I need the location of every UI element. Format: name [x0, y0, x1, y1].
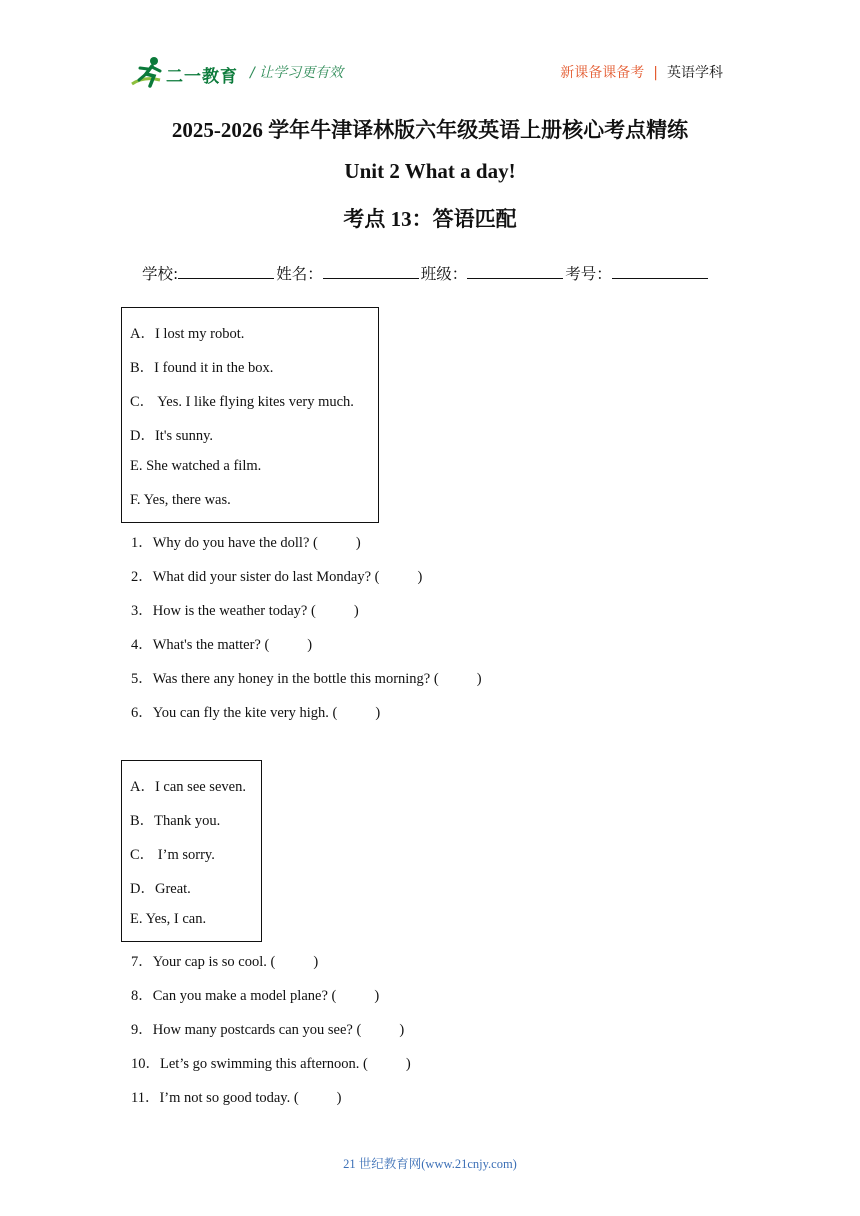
logo-text: 二一教育 — [166, 67, 238, 87]
close-paren: ) — [375, 705, 381, 721]
number-label: 考号： — [565, 265, 612, 283]
runner-logo-icon — [130, 54, 170, 90]
option-d: D．It's sunny. — [130, 428, 214, 444]
header-separator: | — [653, 65, 658, 81]
question-text: 6．You can fly the kite very high. ( — [131, 705, 338, 721]
topic-title: 考点 13：答语匹配 — [343, 207, 517, 231]
question-text: 11．I’m not so good today. ( — [131, 1090, 299, 1106]
question-7 — [131, 950, 318, 971]
close-paren: ) — [313, 954, 319, 970]
question-text: 9．How many postcards can you see? ( — [131, 1022, 362, 1038]
close-paren: ) — [405, 1056, 411, 1072]
option-c: C． I’m sorry. — [130, 847, 215, 863]
option-a: A．I lost my robot. — [130, 326, 245, 342]
school-blank[interactable] — [178, 264, 274, 279]
class-label: 班级： — [420, 265, 468, 283]
option-b: B．I found it in the box. — [130, 360, 274, 376]
footer-link[interactable]: 21 世纪教育网(www.21cnjy.com) — [343, 1157, 517, 1171]
close-paren: ) — [374, 988, 380, 1004]
question-text: 3．How is the weather today? ( — [131, 603, 316, 619]
question-2 — [131, 565, 422, 586]
name-label: 姓名： — [276, 265, 323, 283]
close-paren: ) — [399, 1022, 405, 1038]
options-box-2 — [121, 760, 262, 942]
close-paren: ) — [417, 569, 423, 585]
student-info-line — [142, 262, 710, 284]
question-text: 1．Why do you have the doll? ( — [131, 535, 318, 551]
question-10 — [131, 1052, 411, 1073]
question-3 — [131, 599, 359, 620]
school-label: 学校: — [142, 265, 179, 283]
header-label: 新课备课备考 — [560, 65, 645, 81]
question-text: 8．Can you make a model plane? ( — [131, 988, 337, 1004]
number-blank[interactable] — [612, 264, 708, 279]
option-f: F. Yes, there was. — [130, 492, 231, 508]
question-text: 2．What did your sister do last Monday? ( — [131, 569, 380, 585]
name-blank[interactable] — [323, 264, 419, 279]
question-4 — [131, 633, 312, 654]
option-e: E. Yes, I can. — [130, 911, 207, 927]
question-8 — [131, 984, 379, 1005]
options-box-1 — [121, 307, 379, 523]
close-paren: ) — [353, 603, 359, 619]
option-e: E. She watched a film. — [130, 458, 262, 474]
close-paren: ) — [336, 1090, 342, 1106]
close-paren: ) — [355, 535, 361, 551]
page-header — [0, 0, 860, 100]
option-d: D．Great. — [130, 881, 191, 897]
question-11 — [131, 1086, 342, 1107]
option-a: A．I can see seven. — [130, 779, 246, 795]
unit-title: Unit 2 What a day! — [344, 159, 516, 183]
question-1 — [131, 531, 361, 552]
page-title: 2025-2026 学年牛津译林版六年级英语上册核心考点精练 — [171, 118, 689, 142]
close-paren: ) — [307, 637, 313, 653]
header-right — [560, 62, 723, 82]
class-blank[interactable] — [467, 264, 563, 279]
question-text: 10．Let’s go swimming this afternoon. ( — [131, 1056, 368, 1072]
close-paren: ) — [476, 671, 482, 687]
question-6 — [131, 701, 380, 722]
option-c: C． Yes. I like flying kites very much. — [130, 394, 354, 410]
logo — [130, 54, 240, 90]
question-text: 5．Was there any honey in the bottle this morning? ( — [131, 671, 439, 687]
question-9 — [131, 1018, 404, 1039]
option-b: B．Thank you. — [130, 813, 221, 829]
slogan: / 让学习更有效 — [250, 65, 344, 81]
question-5 — [131, 667, 482, 688]
question-text: 4．What's the matter? ( — [131, 637, 270, 653]
question-text: 7．Your cap is so cool. ( — [131, 954, 276, 970]
subject-label: 英语学科 — [667, 65, 723, 81]
